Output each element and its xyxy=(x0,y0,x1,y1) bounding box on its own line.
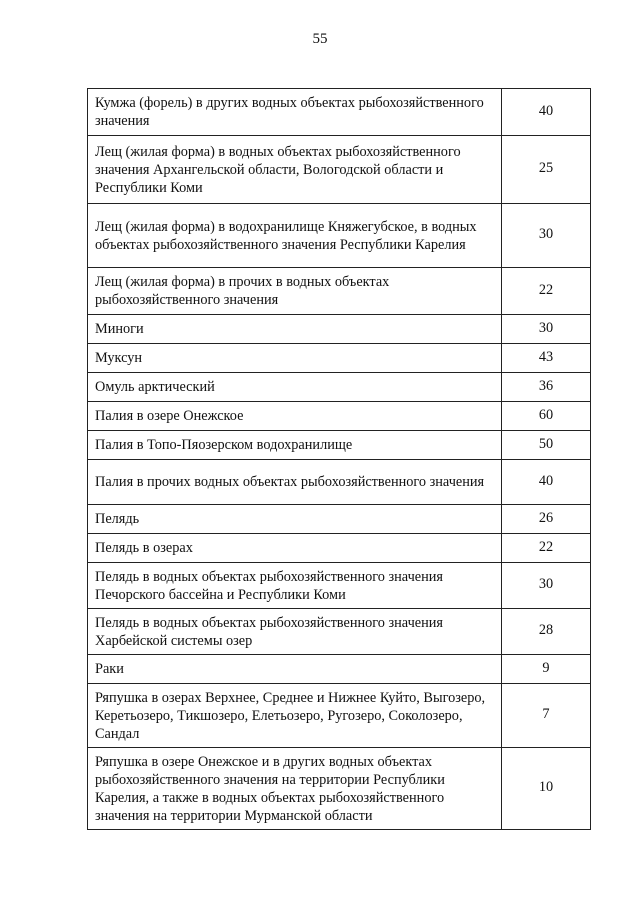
species-name-cell: Ряпушка в озерах Верхнее, Среднее и Нижнее Куйто, Выгозеро, Керетьозеро, Тикшозеро, Елетьозеро, Ругозеро, Соколозеро, Сандал xyxy=(88,684,502,748)
species-name-cell: Кумжа (форель) в других водных объектах рыбохозяйственного значения xyxy=(88,89,502,136)
value-cell: 9 xyxy=(502,655,591,684)
species-name-cell: Палия в Топо-Пяозерском водохранилище xyxy=(88,431,502,460)
species-name-cell: Пелядь в водных объектах рыбохозяйственного значения Харбейской системы озер xyxy=(88,609,502,655)
value-cell: 30 xyxy=(502,563,591,609)
species-name-cell: Пелядь в водных объектах рыбохозяйственного значения Печорского бассейна и Республики Коми xyxy=(88,563,502,609)
value-cell: 26 xyxy=(502,505,591,534)
value-cell: 36 xyxy=(502,373,591,402)
table-row xyxy=(88,136,591,204)
table-row xyxy=(88,431,591,460)
species-name-cell: Миноги xyxy=(88,315,502,344)
table-row xyxy=(88,344,591,373)
table-row xyxy=(88,460,591,505)
table-row xyxy=(88,655,591,684)
species-name-cell: Пелядь в озерах xyxy=(88,534,502,563)
table-row xyxy=(88,505,591,534)
species-name-cell: Ряпушка в озере Онежское и в других водных объектах рыбохозяйственного значения на территории Республики Карелия, а также в водных объектах рыбохозяйственного значения на территории Мурманской области xyxy=(88,748,502,830)
value-cell: 60 xyxy=(502,402,591,431)
table-row xyxy=(88,684,591,748)
species-name-cell: Муксун xyxy=(88,344,502,373)
species-name-cell: Палия в прочих водных объектах рыбохозяйственного значения xyxy=(88,460,502,505)
species-name-cell: Омуль арктический xyxy=(88,373,502,402)
value-cell: 25 xyxy=(502,136,591,204)
page-number: 55 xyxy=(312,31,328,47)
table-row xyxy=(88,609,591,655)
table-row xyxy=(88,373,591,402)
value-cell: 40 xyxy=(502,460,591,505)
species-name-cell: Лещ (жилая форма) в прочих в водных объектах рыбохозяйственного значения xyxy=(88,268,502,315)
species-name-cell: Раки xyxy=(88,655,502,684)
table-row xyxy=(88,402,591,431)
value-cell: 7 xyxy=(502,684,591,748)
value-cell: 22 xyxy=(502,268,591,315)
species-name-cell: Лещ (жилая форма) в водных объектах рыбохозяйственного значения Архангельской области, Вологодской области и Республики Коми xyxy=(88,136,502,204)
value-cell: 10 xyxy=(502,748,591,830)
value-cell: 22 xyxy=(502,534,591,563)
species-name-cell: Палия в озере Онежское xyxy=(88,402,502,431)
table-row xyxy=(88,563,591,609)
table-row xyxy=(88,89,591,136)
table-row xyxy=(88,268,591,315)
table-row xyxy=(88,534,591,563)
value-cell: 40 xyxy=(502,89,591,136)
table-row xyxy=(88,315,591,344)
value-cell: 30 xyxy=(502,204,591,268)
value-cell: 50 xyxy=(502,431,591,460)
value-cell: 43 xyxy=(502,344,591,373)
table-row xyxy=(88,748,591,830)
table-row xyxy=(88,204,591,268)
species-name-cell: Пелядь xyxy=(88,505,502,534)
value-cell: 30 xyxy=(502,315,591,344)
species-name-cell: Лещ (жилая форма) в водохранилище Княжегубское, в водных объектах рыбохозяйственного значения Республики Карелия xyxy=(88,204,502,268)
value-cell: 28 xyxy=(502,609,591,655)
species-limits-table xyxy=(87,88,591,830)
